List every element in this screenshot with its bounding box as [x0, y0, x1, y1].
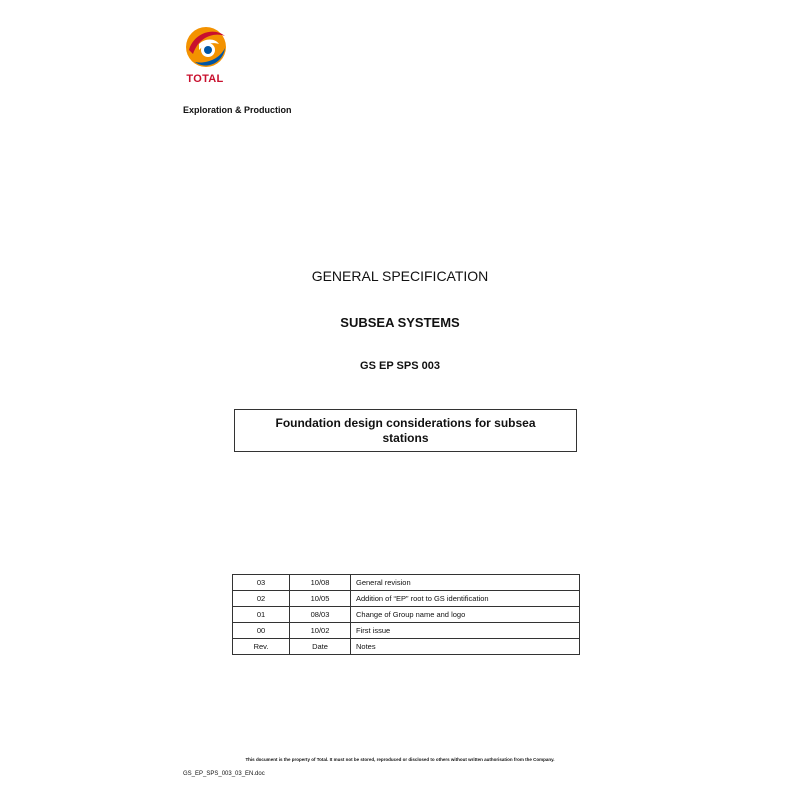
- confidentiality-notice: This document is the property of Total. It must not be stored, reproduced or disclosed to others without written authorisation from the Company.: [245, 757, 555, 762]
- document-type: GENERAL SPECIFICATION: [311, 268, 489, 284]
- date-cell: 10/05: [290, 591, 351, 607]
- document-code: GS EP SPS 003: [360, 360, 440, 372]
- table-row: [233, 607, 580, 623]
- date-cell: 10/02: [290, 623, 351, 639]
- table-row: [233, 575, 580, 591]
- rev-cell: 03: [233, 575, 290, 591]
- date-cell: 08/03: [290, 607, 351, 623]
- document-title: Foundation design considerations for subsea stations: [275, 415, 536, 445]
- rev-cell: 00: [233, 623, 290, 639]
- document-title-box: [234, 409, 577, 452]
- notes-cell: Change of Group name and logo: [351, 607, 580, 623]
- document-subject: SUBSEA SYSTEMS: [340, 315, 460, 330]
- notes-cell: First issue: [351, 623, 580, 639]
- date-header: Date: [290, 639, 351, 655]
- date-cell: 10/08: [290, 575, 351, 591]
- division-name: Exploration & Production: [183, 105, 292, 115]
- table-row: [233, 623, 580, 639]
- logo-wordmark: TOTAL: [186, 73, 224, 85]
- rev-cell: 01: [233, 607, 290, 623]
- notes-header: Notes: [351, 639, 580, 655]
- revision-table: [232, 574, 580, 655]
- rev-header: Rev.: [233, 639, 290, 655]
- notes-cell: General revision: [351, 575, 580, 591]
- file-name: GS_EP_SPS_003_03_EN.doc: [183, 771, 265, 777]
- rev-cell: 02: [233, 591, 290, 607]
- table-row: [233, 591, 580, 607]
- table-header-row: [233, 639, 580, 655]
- notes-cell: Addition of “EP” root to GS identification: [351, 591, 580, 607]
